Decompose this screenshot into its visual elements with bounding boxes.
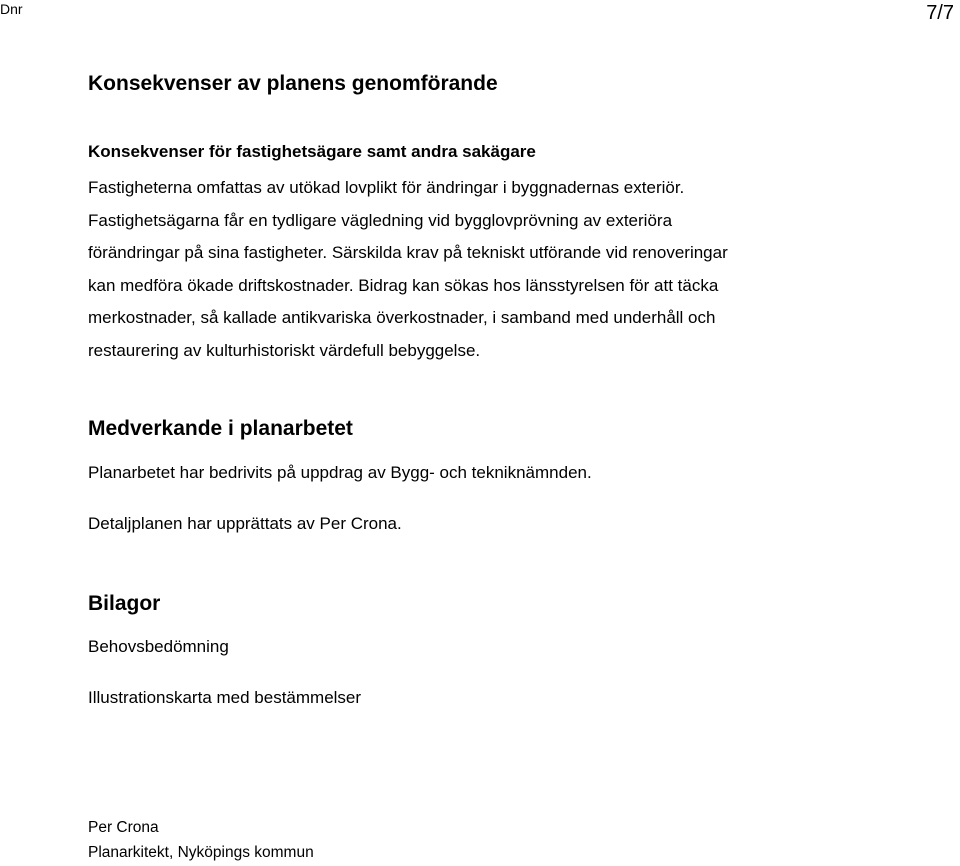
paragraph-line: restaurering av kulturhistoriskt värdefull bebyggelse. — [88, 340, 481, 360]
paragraph-line: merkostnader, så kallade antikvariska överkostnader, i samband med underhåll och — [88, 308, 716, 327]
paragraph-line: Fastighetsägarna får en tydligare vägledning vid bygglovprövning av exteriöra — [88, 210, 673, 230]
participants-commission-text: Planarbetet har bedrivits på uppdrag av Bygg- och tekniknämnden. — [88, 463, 592, 482]
page-number: 7/7 — [926, 2, 954, 24]
paragraph-line: Fastigheterna omfattas av utökad lovplikt för ändringar i byggnadernas exteriör. — [88, 178, 685, 197]
section-title-consequences: Konsekvenser av planens genomförande — [88, 72, 498, 95]
attachment-item: Illustrationskarta med bestämmelser — [88, 688, 362, 707]
section-title-attachments: Bilagor — [88, 592, 161, 615]
attachment-item: Behovsbedömning — [88, 637, 229, 656]
document-number-label: Dnr — [0, 1, 23, 17]
paragraph-line: förändringar på sina fastigheter. Särskilda krav på tekniskt utförande vid renoveringar — [88, 243, 728, 262]
signature-role: Planarkitekt, Nyköpings kommun — [88, 844, 314, 861]
section-title-participants: Medverkande i planarbetet — [88, 417, 353, 440]
signature-name: Per Crona — [88, 819, 159, 836]
consequences-paragraph — [88, 172, 728, 367]
participants-author-text: Detaljplanen har upprättats av Per Crona. — [88, 514, 402, 533]
paragraph-line: kan medföra ökade driftskostnader. Bidrag kan sökas hos länsstyrelsen för att täcka — [88, 275, 719, 295]
subsection-title-property-owners: Konsekvenser för fastighetsägare samt andra sakägare — [88, 142, 536, 161]
